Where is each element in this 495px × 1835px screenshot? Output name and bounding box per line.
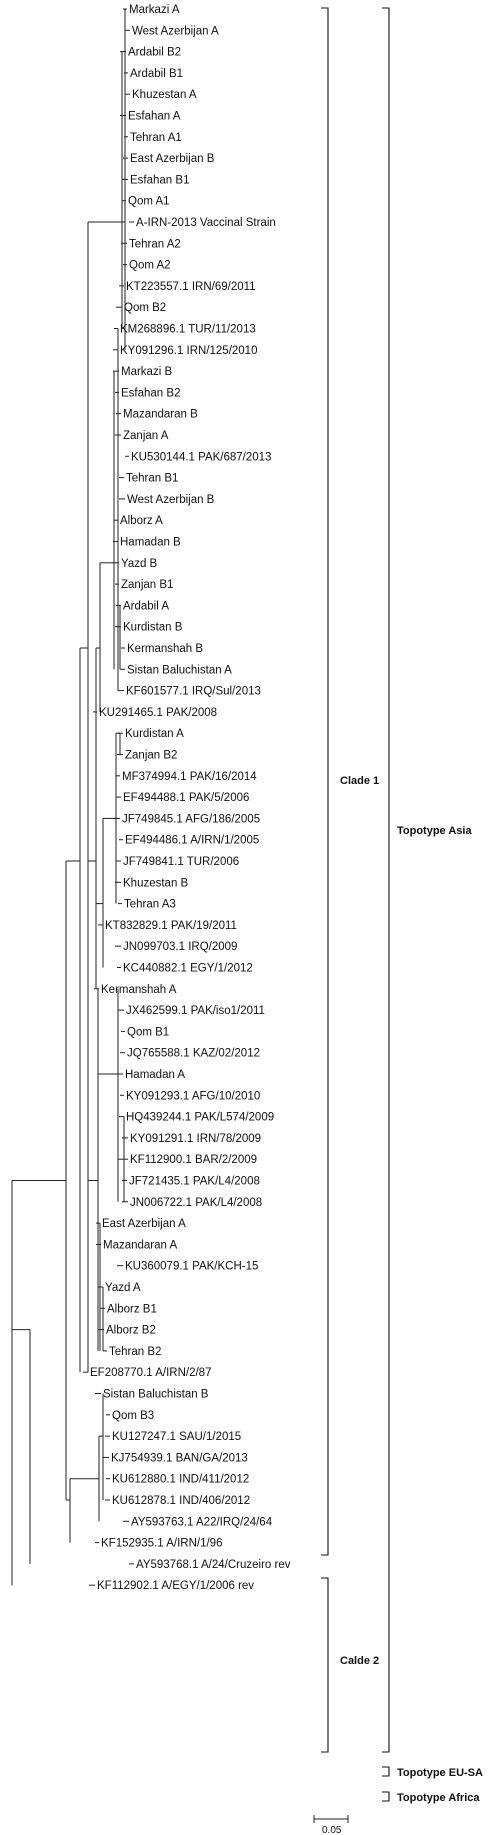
leaf-label: KT223557.1 IRN/69/2011 [126, 280, 256, 293]
leaf-label: KJ754939.1 BAN/GA/2013 [111, 1452, 248, 1465]
leaf-label: Markazi A [129, 4, 180, 16]
leaf-label: Tehran B1 [126, 472, 179, 485]
leaf-label: KC440882.1 EGY/1/2012 [123, 962, 253, 975]
leaf-label: KF152935.1 A/IRN/1/96 [101, 1537, 223, 1550]
clade-2-bracket [321, 1578, 328, 1752]
leaf-label: EF494488.1 PAK/5/2006 [123, 792, 250, 805]
leaf-label: Qom A2 [129, 259, 171, 272]
leaf-label: West Azerbijan B [127, 493, 215, 506]
leaf-label: East Azerbijan B [130, 153, 215, 166]
leaf-label: Ardabil B1 [130, 67, 184, 80]
leaf-label: Kermanshah A [101, 983, 177, 996]
leaf-label: KU127247.1 SAU/1/2015 [112, 1431, 242, 1444]
leaf-label: JN006722.1 PAK/L4/2008 [130, 1196, 263, 1209]
leaf-label: KY091293.1 AFG/10/2010 [126, 1090, 261, 1103]
clade-1-bracket [321, 8, 328, 1555]
leaf-label: KF601577.1 IRQ/Sul/2013 [126, 685, 261, 698]
leaf-label: Mazandaran B [123, 408, 198, 421]
leaf-label: Esfahan A [128, 110, 181, 123]
leaf-label: Khuzestan B [123, 877, 189, 890]
topotype-eu-sa-label: Topotype EU-SA [397, 1767, 483, 1779]
leaf-label: Tehran B2 [109, 1345, 162, 1358]
scale-bar [314, 1815, 348, 1823]
leaf-label: Kermanshah B [127, 643, 204, 655]
leaf-label: MF374994.1 PAK/16/2014 [122, 770, 257, 783]
leaf-label: Yazd B [121, 557, 158, 570]
clade-2-label: Calde 2 [340, 1655, 380, 1667]
leaf-label: Ardabil B2 [128, 46, 182, 59]
leaf-label: Kurdistan A [125, 728, 184, 741]
leaf-label: Hamadan A [125, 1069, 186, 1081]
leaf-label: Alborz B2 [106, 1324, 156, 1337]
leaf-label: Qom A1 [128, 195, 170, 208]
leaf-label: East Azerbijan A [102, 1218, 186, 1231]
leaf-label: Khuzestan A [132, 89, 197, 102]
leaf-label: JF721435.1 PAK/L4/2008 [129, 1175, 260, 1188]
leaf-label: EF208770.1 A/IRN/2/87 [90, 1367, 212, 1380]
leaf-label: Zanjan B1 [121, 579, 174, 592]
leaf-label: Sistan Baluchistan A [127, 664, 232, 677]
leaf-label: AY593768.1 A/24/Cruzeiro rev [136, 1558, 291, 1571]
leaf-label: JF749845.1 AFG/186/2005 [122, 813, 261, 826]
leaf-label: KT832829.1 PAK/19/2011 [105, 919, 237, 932]
topotype-africa-bracket [382, 1792, 389, 1801]
leaf-label: JX462599.1 PAK/iso1/2011 [126, 1005, 265, 1018]
leaf-label: Ardabil A [123, 600, 170, 613]
leaf-label: KF112900.1 BAR/2/2009 [130, 1154, 258, 1167]
leaf-label: JN099703.1 IRQ/2009 [123, 941, 238, 954]
leaf-label: HQ439244.1 PAK/L574/2009 [126, 1111, 275, 1124]
leaf-label: KU612878.1 IND/406/2012 [112, 1495, 251, 1507]
leaf-label: Tehran A2 [129, 238, 181, 251]
leaf-label: Qom B1 [127, 1026, 170, 1039]
leaf-label: Yazd A [105, 1282, 141, 1294]
leaf-label: Alborz B1 [107, 1303, 157, 1316]
clade-1-label: Clade 1 [340, 775, 380, 787]
leaf-label: Markazi B [121, 366, 173, 379]
leaf-label: Zanjan A [123, 430, 169, 442]
leaf-label: KU612880.1 IND/411/2012 [112, 1473, 250, 1486]
leaf-label: Hamadan B [120, 536, 181, 549]
scale-label: 0.05 [322, 1825, 342, 1835]
leaf-label: Alborz A [120, 515, 163, 528]
leaf-label: Mazandaran A [103, 1239, 178, 1252]
leaf-label: KF112902.1 A/EGY/1/2006 rev [97, 1580, 255, 1593]
leaf-label: Tehran A1 [130, 131, 182, 144]
leaf-label: KU360079.1 PAK/KCH-15 [125, 1260, 259, 1273]
leaf-label: JF749841.1 TUR/2006 [123, 856, 240, 868]
leaf-label: KU530144.1 PAK/687/2013 [131, 451, 272, 464]
leaf-label: AY593763.1 A22/IRQ/24/64 [131, 1516, 273, 1529]
leaf-label: Esfahan B1 [130, 174, 190, 187]
leaf-label: KU291465.1 PAK/2008 [99, 706, 218, 719]
topotype-asia-label: Topotype Asia [397, 825, 472, 837]
leaf-label: KM268896.1 TUR/11/2013 [120, 323, 256, 336]
leaf-label: Sistan Baluchistan B [103, 1388, 209, 1401]
topotype-eu-sa-bracket [382, 1767, 389, 1776]
leaf-label: Esfahan B2 [121, 387, 181, 400]
leaf-label: KY091291.1 IRN/78/2009 [130, 1132, 262, 1145]
topotype-africa-label: Topotype Africa [397, 1792, 480, 1804]
leaf-label: Kurdistan B [123, 621, 183, 634]
leaf-label: KY091296.1 IRN/125/2010 [120, 344, 258, 357]
leaf-label: Zanjan B2 [125, 749, 178, 762]
leaf-label: EF494486.1 A/IRN/1/2005 [125, 834, 260, 847]
topotype-asia-bracket [382, 8, 389, 1752]
leaf-label: West Azerbijan A [132, 25, 219, 38]
leaf-label: A-IRN-2013 Vaccinal Strain [136, 217, 276, 229]
leaf-label: Qom B3 [112, 1409, 155, 1422]
leaf-label: JQ765588.1 KAZ/02/2012 [127, 1047, 260, 1060]
leaf-label: Qom B2 [124, 302, 167, 315]
leaf-labels [90, 4, 291, 1592]
leaf-label: Tehran A3 [124, 898, 176, 911]
